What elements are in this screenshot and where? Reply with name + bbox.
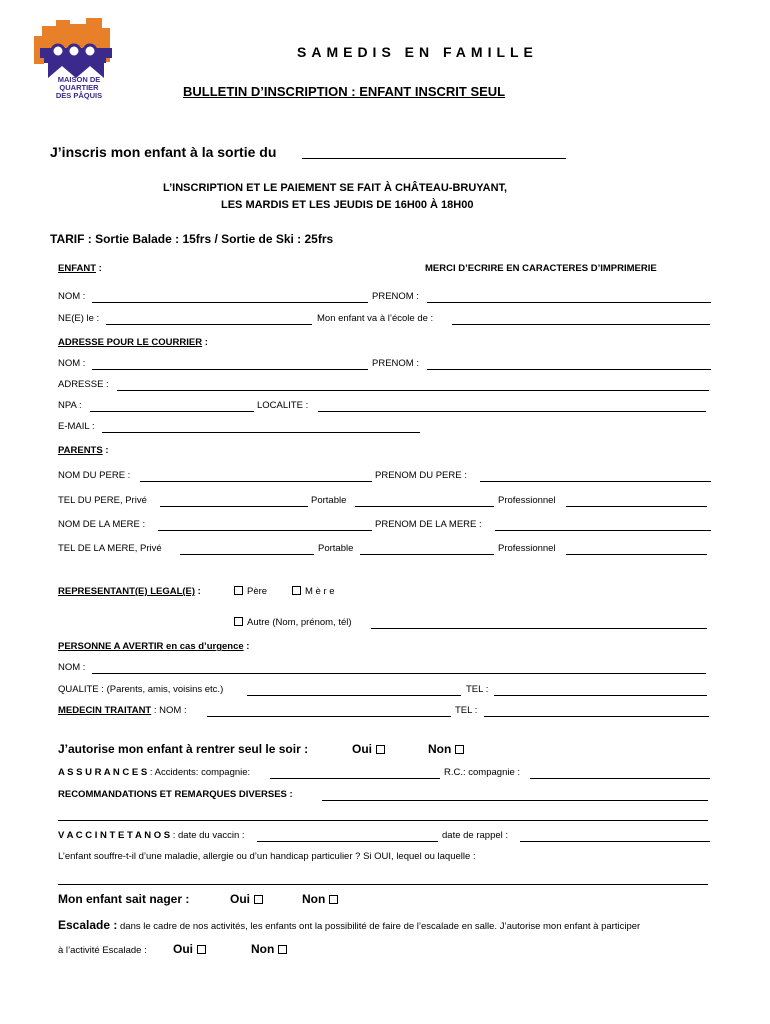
- urgence-tel-field[interactable]: [494, 695, 707, 696]
- prenom-pere-field[interactable]: [480, 481, 711, 482]
- medecin-tel-field[interactable]: [484, 716, 709, 717]
- logo-line-3: DES PÂQUIS: [55, 91, 103, 100]
- autorisation-oui[interactable]: Oui: [352, 742, 385, 756]
- sortie-line[interactable]: [302, 158, 566, 159]
- enfant-nele-field[interactable]: [106, 324, 312, 325]
- sortie-label: J’inscris mon enfant à la sortie du: [50, 144, 277, 160]
- adresse-npa-field[interactable]: [90, 411, 254, 412]
- nager-oui-checkbox[interactable]: [254, 895, 263, 904]
- legal-mere-option[interactable]: M è r e: [292, 586, 335, 597]
- enfant-prenom-label: PRENOM :: [372, 291, 419, 302]
- tel-pere-prive-field[interactable]: [160, 506, 308, 507]
- nager-label: Mon enfant sait nager :: [58, 892, 190, 906]
- prenom-mere-label: PRENOM DE LA MERE :: [375, 519, 482, 530]
- vaccin-rappel-label: date de rappel :: [442, 830, 509, 841]
- tel-mere-portable-field[interactable]: [360, 554, 494, 555]
- adresse-nom-field[interactable]: [92, 369, 368, 370]
- logo: [30, 18, 122, 104]
- prenom-mere-field[interactable]: [495, 530, 711, 531]
- adresse-npa-label: NPA :: [58, 400, 82, 411]
- urgence-nom-field[interactable]: [92, 673, 706, 674]
- enfant-ecole-label: Mon enfant va à l’école de :: [317, 313, 434, 324]
- urgence-qualite-label: QUALITE : (Parents, amis, voisins etc.): [58, 684, 224, 695]
- recommandations-field-1[interactable]: [322, 800, 708, 801]
- nager-oui[interactable]: Oui: [230, 892, 263, 906]
- notice-line-1: L’INSCRIPTION ET LE PAIEMENT SE FAIT À CHÂTEAU-BRUYANT,: [163, 182, 508, 194]
- adresse-prenom-field[interactable]: [427, 369, 711, 370]
- escalade-non-checkbox[interactable]: [278, 945, 287, 954]
- autorisation-oui-checkbox[interactable]: [376, 745, 385, 754]
- logo-line-2: QUARTIER: [59, 83, 99, 92]
- adresse-nom-label: NOM :: [58, 358, 86, 369]
- adresse-localite-field[interactable]: [318, 411, 706, 412]
- merci-notice: MERCI D’ECRIRE EN CARACTERES D’IMPRIMERIE: [425, 263, 657, 274]
- enfant-ecole-field[interactable]: [452, 324, 710, 325]
- tel-mere-pro-field[interactable]: [566, 554, 707, 555]
- nager-non-checkbox[interactable]: [329, 895, 338, 904]
- tel-mere-label: TEL DE LA MERE, Privé: [58, 543, 162, 554]
- autorisation-label: J’autorise mon enfant à rentrer seul le soir :: [58, 742, 309, 756]
- vaccin-rappel-field[interactable]: [520, 841, 710, 842]
- enfant-heading: ENFANT :: [58, 263, 102, 274]
- adresse-email-field[interactable]: [102, 432, 420, 433]
- autre-checkbox[interactable]: [234, 617, 243, 626]
- legal-pere-option[interactable]: Père: [234, 586, 267, 597]
- autorisation-non[interactable]: Non: [428, 742, 464, 756]
- medecin-nom-field[interactable]: [207, 716, 451, 717]
- notice-line-2: LES MARDIS ET LES JEUDIS DE 16H00 À 18H00: [221, 199, 474, 211]
- tel-pere-pro-field[interactable]: [566, 506, 707, 507]
- page-subtitle: BULLETIN D’INSCRIPTION : ENFANT INSCRIT SEUL: [183, 84, 506, 99]
- escalade-oui-checkbox[interactable]: [197, 945, 206, 954]
- legal-heading: REPRESENTANT(E) LEGAL(E) :: [58, 586, 201, 597]
- tel-pere-pro-label: Professionnel: [498, 495, 556, 506]
- pere-checkbox[interactable]: [234, 586, 243, 595]
- vaccin-row: V A C C I N T E T A N O S : date du vaccin :: [58, 830, 245, 841]
- nom-pere-field[interactable]: [140, 481, 372, 482]
- vaccin-date-field[interactable]: [257, 841, 438, 842]
- medecin-label: MEDECIN TRAITANT : NOM :: [58, 705, 187, 716]
- urgence-qualite-field[interactable]: [247, 695, 461, 696]
- tarif: TARIF : Sortie Balade : 15frs / Sortie de Ski : 25frs: [50, 232, 334, 246]
- assurances-rc-label: R.C.: compagnie :: [444, 767, 521, 778]
- adresse-prenom-label: PRENOM :: [372, 358, 419, 369]
- tel-mere-prive-field[interactable]: [180, 554, 314, 555]
- urgence-tel-label: TEL :: [466, 684, 489, 695]
- recommandations-label: RECOMMANDATIONS ET REMARQUES DIVERSES :: [58, 789, 293, 800]
- assurances-rc-field[interactable]: [530, 778, 710, 779]
- escalade-text: Escalade : dans le cadre de nos activités, les enfants ont la possibilité de faire de l’escalade en salle. J’autorise mon enfant à participer: [58, 918, 641, 932]
- tel-pere-label: TEL DU PERE, Privé: [58, 495, 147, 506]
- assurances-accidents-field[interactable]: [270, 778, 440, 779]
- legal-autre-option[interactable]: Autre (Nom, prénom, tél): [234, 617, 352, 628]
- enfant-nom-label: NOM :: [58, 291, 86, 302]
- nager-non[interactable]: Non: [302, 892, 338, 906]
- maladie-field[interactable]: [58, 884, 708, 885]
- parents-heading: PARENTS :: [58, 445, 109, 456]
- page-title: SAMEDIS EN FAMILLE: [297, 44, 538, 60]
- maladie-question: L’enfant souffre-t-il d’une maladie, allergie ou d’un handicap particulier ? Si OUI, lequel ou laquelle :: [58, 851, 476, 862]
- adresse-localite-label: LOCALITE :: [257, 400, 309, 411]
- assurances-row: A S S U R A N C E S : Accidents: compagnie:: [58, 767, 251, 778]
- escalade-text-2: à l’activité Escalade :: [58, 945, 147, 956]
- adresse-email-label: E-MAIL :: [58, 421, 95, 432]
- tel-mere-pro-label: Professionnel: [498, 543, 556, 554]
- urgence-heading: PERSONNE A AVERTIR en cas d’urgence :: [58, 641, 250, 652]
- enfant-prenom-field[interactable]: [427, 302, 711, 303]
- autorisation-non-checkbox[interactable]: [455, 745, 464, 754]
- mere-checkbox[interactable]: [292, 586, 301, 595]
- enfant-nom-field[interactable]: [92, 302, 368, 303]
- medecin-tel-label: TEL :: [455, 705, 478, 716]
- nom-mere-label: NOM DE LA MERE :: [58, 519, 146, 530]
- tel-pere-portable-label: Portable: [311, 495, 347, 506]
- logo-line-1: MAISON DE: [57, 75, 101, 84]
- enfant-nele-label: NE(E) le :: [58, 313, 100, 324]
- adresse-heading: ADRESSE POUR LE COURRIER :: [58, 337, 208, 348]
- nom-pere-label: NOM DU PERE :: [58, 470, 131, 481]
- recommandations-field-2[interactable]: [58, 820, 708, 821]
- adresse-adresse-label: ADRESSE :: [58, 379, 109, 390]
- adresse-adresse-field[interactable]: [117, 390, 709, 391]
- legal-autre-field[interactable]: [371, 628, 707, 629]
- tel-pere-portable-field[interactable]: [355, 506, 494, 507]
- urgence-nom-label: NOM :: [58, 662, 86, 673]
- escalade-non[interactable]: Non: [251, 942, 287, 956]
- escalade-oui[interactable]: Oui: [173, 942, 206, 956]
- prenom-pere-label: PRENOM DU PERE :: [375, 470, 467, 481]
- tel-mere-portable-label: Portable: [318, 543, 354, 554]
- nom-mere-field[interactable]: [158, 530, 372, 531]
